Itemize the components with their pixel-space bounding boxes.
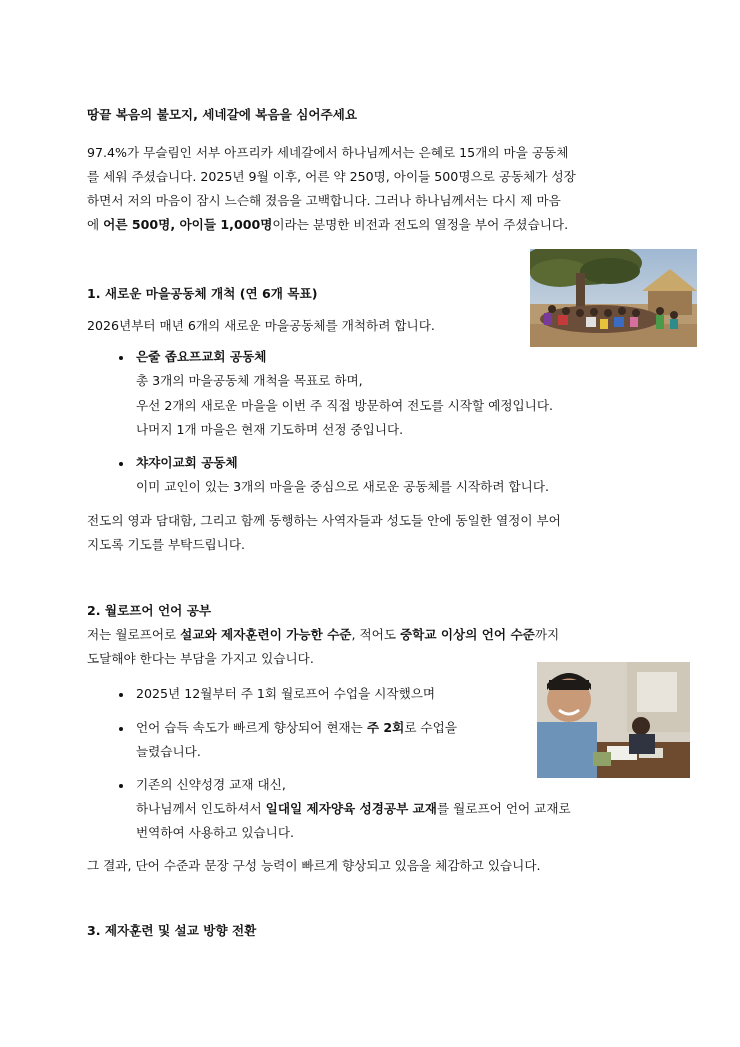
intro-line-2: 를 세워 주셨습니다. 2025년 9월 이후, 어른 약 250명, 아이들 500명으로 공동체가 성장 [87,169,576,184]
bullet-dot [119,727,123,731]
intro-line-4-pre: 에 [87,217,104,232]
section-2-para-line-1 [87,626,559,644]
section-1-heading: 1. 새로운 마을공동체 개척 (연 6개 목표) [87,286,318,301]
text-run-bold: 일대일 제자양육 성경공부 교재 [265,801,437,816]
language-lesson-photo [537,662,690,778]
section-1-closing-line-1: 전도의 영과 담대함, 그리고 함께 동행하는 사역자들과 성도들 안에 동일한 열정이 부어 [87,513,561,528]
text-run-bold: 설교와 제자훈련이 가능한 수준 [180,627,352,642]
section-2-bullet-3-line-3: 번역하여 사용하고 있습니다. [136,825,294,840]
section-1-bullet-1-title: 은줄 좁요프교회 공동체 [136,349,267,364]
text-run: 언어 습득 속도가 빠르게 향상되어 현재는 [136,720,367,735]
section-2-bullet-2-line-1 [136,719,457,737]
section-2-bullet-2-line-2: 늘렸습니다. [136,744,201,759]
text-run: 저는 월로프어로 [87,627,181,642]
intro-line-3: 하면서 저의 마음이 잠시 느슨해 졌음을 고백합니다. 그러나 하나님께서는 다시 제 마음 [87,193,561,208]
intro-vision-bold: 어른 500명, 아이들 1,000명 [103,217,273,232]
section-1-closing-line-2: 지도록 기도를 부탁드립니다. [87,537,245,552]
section-3-heading: 3. 제자훈련 및 설교 방향 전환 [87,923,257,938]
bullet-dot [119,784,123,788]
intro-line-1: 97.4%가 무슬림인 서부 아프리카 세네갈에서 하나님께서는 은혜로 15개의 마을 공동체 [87,145,569,160]
bullet-dot [119,693,123,697]
page-title: 땅끝 복음의 불모지, 세네갈에 복음을 심어주세요 [87,107,358,122]
text-run: 로 수업을 [404,720,457,735]
village-gathering-photo [530,249,697,347]
text-run: , 적어도 [351,627,400,642]
section-1-bullet-1-line-1: 총 3개의 마을공동체 개척을 목표로 하며, [136,373,363,388]
section-1-bullet-1-line-3: 나머지 1개 마을은 현재 기도하며 선정 중입니다. [136,422,404,437]
section-2-bullet-3-line-1: 기존의 신약성경 교재 대신, [136,777,286,792]
section-1-bullet-2-title: 챠쟈이교회 공동체 [136,455,238,470]
section-1-bullet-2-line-1: 이미 교인이 있는 3개의 마을을 중심으로 새로운 공동체를 시작하려 합니다. [136,479,550,494]
section-2-bullet-3-line-2 [136,800,571,818]
section-1-bullet-1-line-2: 우선 2개의 새로운 마을을 이번 주 직접 방문하여 전도를 시작할 예정입니다. [136,398,554,413]
bullet-dot [119,356,123,360]
text-run-bold: 주 2회 [366,720,405,735]
intro-line-4-post: 이라는 분명한 비전과 전도의 열정을 부어 주셨습니다. [272,217,569,232]
text-run: 를 월로프어 언어 교재로 [436,801,571,816]
section-2-bullet-1: 2025년 12월부터 주 1회 월로프어 수업을 시작했으며 [136,686,436,701]
section-1-intro: 2026년부터 매년 6개의 새로운 마을공동체를 개척하려 합니다. [87,318,435,333]
text-run-bold: 중학교 이상의 언어 수준 [400,627,535,642]
text-run: 하나님께서 인도하셔서 [136,801,266,816]
section-2-para-line-2: 도달해야 한다는 부담을 가지고 있습니다. [87,651,314,666]
section-2-closing: 그 결과, 단어 수준과 문장 구성 능력이 빠르게 향상되고 있음을 체감하고 있습니다. [87,858,541,873]
text-run: 까지 [534,627,560,642]
intro-line-4 [87,216,568,234]
bullet-dot [119,462,123,466]
section-2-heading: 2. 월로프어 언어 공부 [87,603,212,618]
